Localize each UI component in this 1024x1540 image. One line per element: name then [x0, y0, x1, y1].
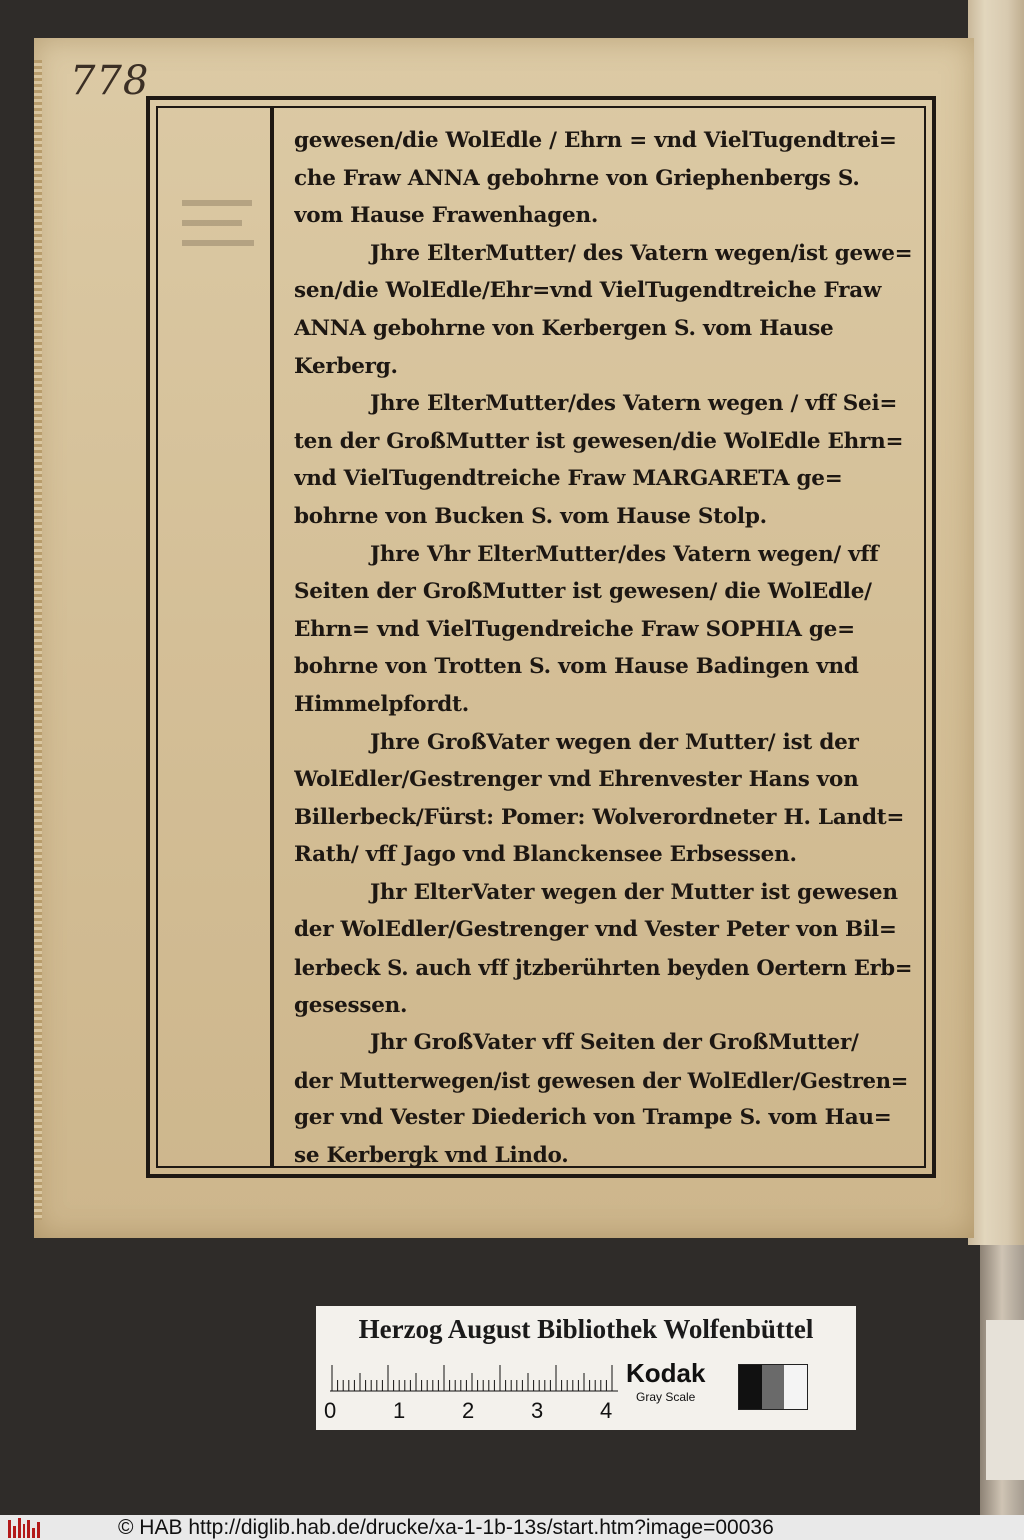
- text-line: Ehrn= vnd VielTugendreiche Fraw SOPHIA ge=: [294, 616, 855, 642]
- color-target: [316, 1306, 856, 1430]
- text-line: ten der GroßMutter ist gewesen/die WolEdle Ehrn=: [294, 428, 904, 454]
- text-line: Seiten der GroßMutter ist gewesen/ die WolEdle/: [294, 579, 872, 605]
- text-line: Billerbeck/Fürst: Pomer: Wolverordneter H. Landt=: [294, 804, 905, 830]
- text-line: Jhre Vhr ElterMutter/des Vatern wegen/ vff: [370, 541, 879, 567]
- logo-bar: [23, 1524, 26, 1538]
- text-line: ger vnd Vester Diederich von Trampe S. vom Hau=: [294, 1105, 892, 1131]
- text-line: WolEdler/Gestrenger vnd Ehrenvester Hans von: [294, 767, 859, 793]
- text-line: Jhre ElterMutter/ des Vatern wegen/ist gewe=: [370, 240, 913, 266]
- text-line: Kerberg.: [294, 353, 398, 379]
- text-line: lerbeck S. auch vff jtzberührten beyden Oertern Erb=: [294, 955, 913, 981]
- ruler-scale: [330, 1362, 620, 1392]
- page-fore-edge: [34, 60, 42, 1220]
- gray-patch: [739, 1365, 762, 1409]
- text-line: gesessen.: [294, 992, 408, 1018]
- hab-logo-icon: [8, 1518, 40, 1538]
- ruler-number: 1: [393, 1398, 406, 1423]
- ruler-number: 2: [462, 1398, 475, 1423]
- text-line: Jhr ElterVater wegen der Mutter ist gewesen: [370, 879, 898, 905]
- footer-bar: [0, 1515, 1024, 1540]
- text-line: der WolEdler/Gestrenger vnd Vester Peter von Bil=: [294, 917, 897, 943]
- gray-patches: [738, 1364, 808, 1410]
- text-line: che Fraw ANNA gebohrne von Griephenbergs S.: [294, 165, 860, 191]
- logo-bar: [27, 1520, 30, 1538]
- gray-scale-label: Gray Scale: [636, 1390, 696, 1404]
- text-line: se Kerbergk vnd Lindo.: [294, 1143, 569, 1167]
- folio-number: 778: [70, 58, 150, 104]
- gray-patch: [762, 1365, 785, 1409]
- logo-bar: [18, 1518, 21, 1538]
- text-line: bohrne von Trotten S. vom Hause Badingen vnd: [294, 654, 859, 680]
- margin-rule: [270, 106, 274, 1168]
- text-line: Jhr GroßVater vff Seiten der GroßMutter/: [370, 1030, 859, 1056]
- logo-bar: [32, 1528, 35, 1538]
- gray-patch: [784, 1365, 807, 1409]
- text-line: Jhre GroßVater wegen der Mutter/ ist der: [370, 729, 859, 755]
- logo-bar: [13, 1526, 16, 1538]
- text-line: Jhre ElterMutter/des Vatern wegen / vff Sei=: [370, 391, 898, 417]
- text-line: sen/die WolEdle/Ehr=vnd VielTugendtreiche Fraw: [294, 278, 882, 304]
- target-title: Herzog August Bibliothek Wolfenbüttel: [358, 1314, 814, 1344]
- text-line: Rath/ vff Jago vnd Blanckensee Erbsessen.: [294, 842, 797, 868]
- ruler-number: 3: [531, 1398, 544, 1423]
- text-line: bohrne von Bucken S. vom Hause Stolp.: [294, 503, 767, 529]
- credit-link[interactable]: © HAB http://diglib.hab.de/drucke/xa-1-1b-13s/start.htm?image=00036: [118, 1516, 774, 1539]
- show-through-mark: [178, 190, 258, 280]
- logo-bar: [37, 1522, 40, 1538]
- adjacent-page-edge: [968, 0, 1024, 1245]
- text-line: der Mutterwegen/ist gewesen der WolEdler/Gestren=: [294, 1067, 909, 1093]
- adjacent-target-label: [986, 1320, 1024, 1480]
- ruler-numbers: [316, 1398, 636, 1428]
- text-line: vnd VielTugendtreiche Fraw MARGARETA ge=: [294, 466, 843, 492]
- text-line: vom Hause Frawenhagen.: [294, 203, 599, 229]
- logo-bar: [8, 1520, 11, 1538]
- ruler-number: 4: [600, 1398, 613, 1423]
- text-line: ANNA gebohrne von Kerbergen S. vom Hause: [294, 315, 834, 341]
- text-line: gewesen/die WolEdle / Ehrn = vnd VielTugendtrei=: [294, 128, 897, 153]
- kodak-brand: Kodak: [626, 1358, 706, 1388]
- main-text: [294, 122, 920, 1167]
- text-line: Himmelpfordt.: [294, 691, 469, 717]
- ruler-number: 0: [324, 1398, 337, 1423]
